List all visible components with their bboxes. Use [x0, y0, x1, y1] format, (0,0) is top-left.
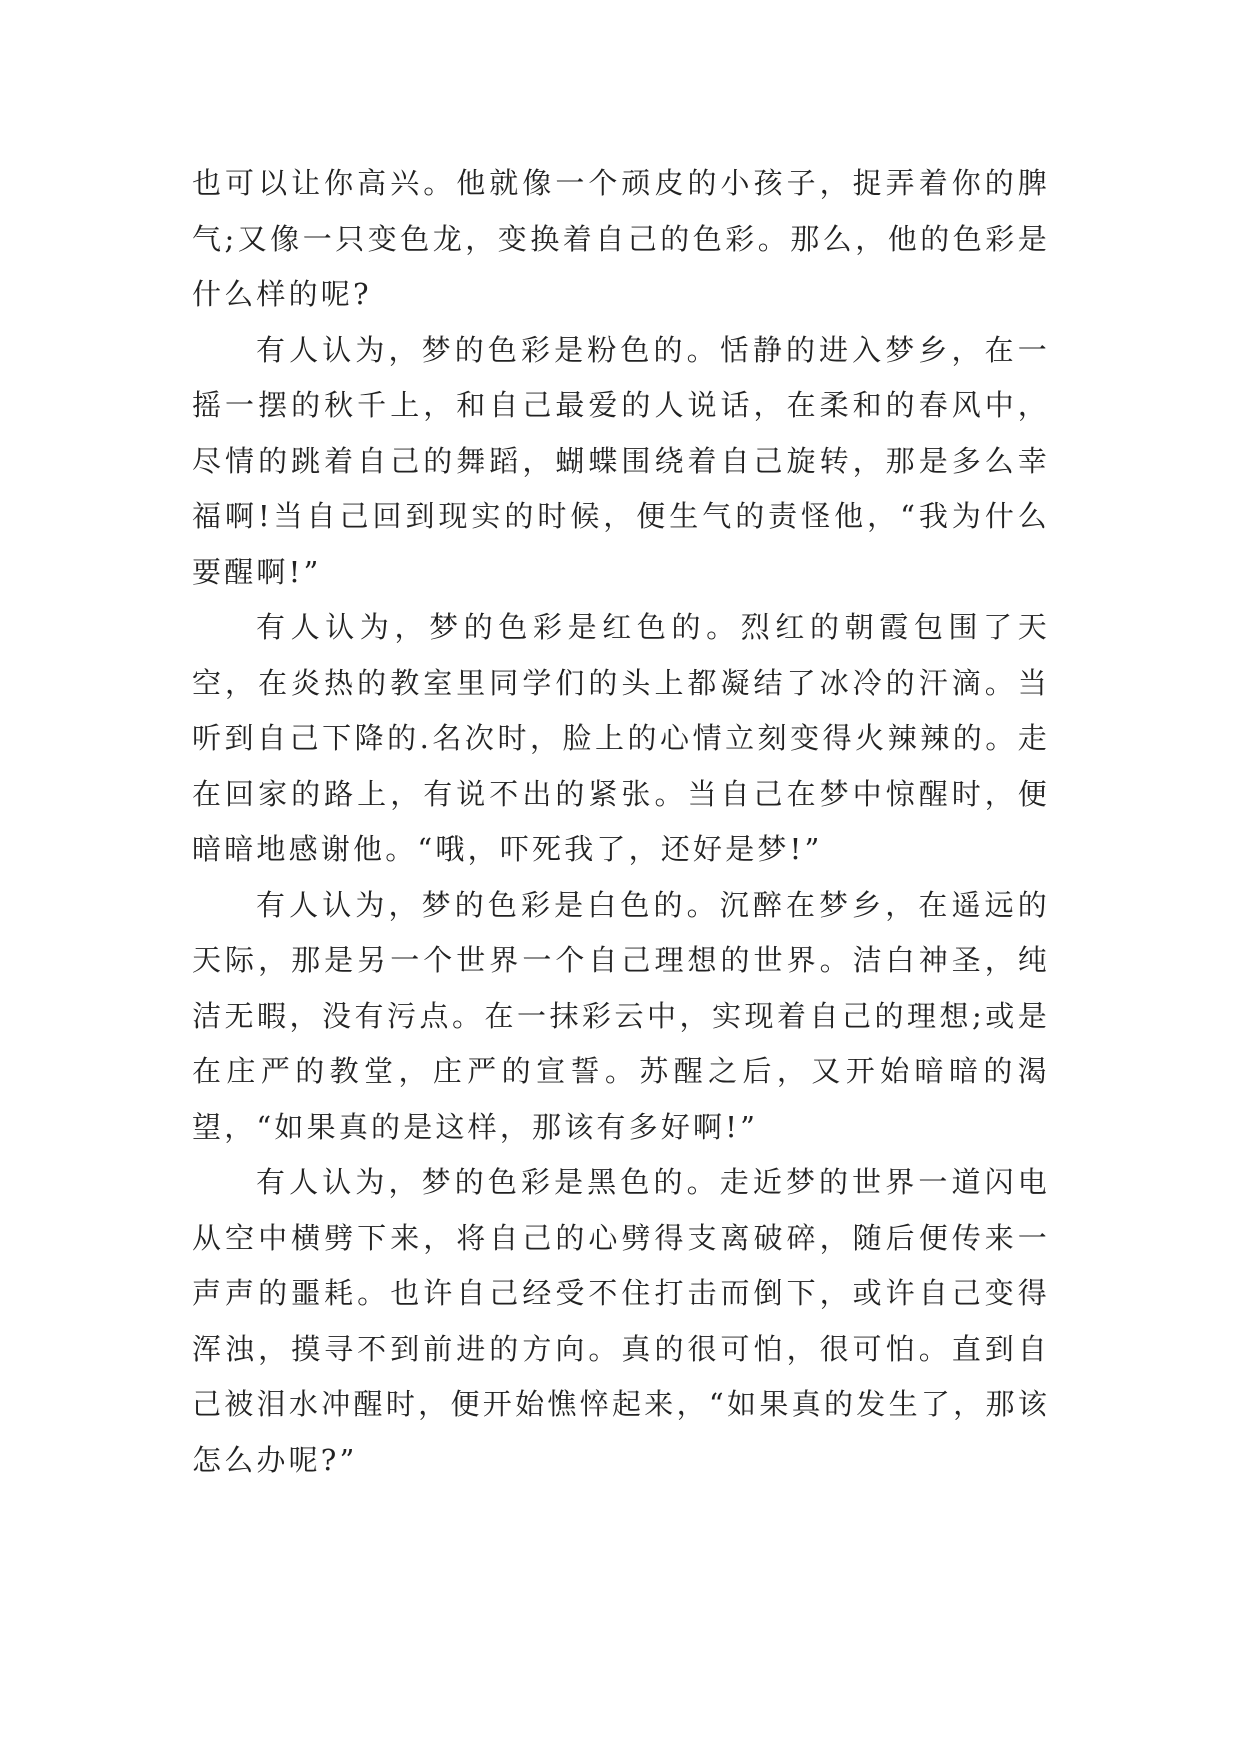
paragraph-continuation: 也可以让你高兴。他就像一个顽皮的小孩子，捉弄着你的脾气;又像一只变色龙，变换着自己的色彩。那么，他的色彩是什么样的呢?	[192, 166, 1050, 311]
paragraph-white-dream: 有人认为，梦的色彩是白色的。沉醉在梦乡，在遥远的天际，那是另一个世界一个自己理想的世界。洁白神圣，纯洁无暇，没有污点。在一抹彩云中，实现着自己的理想;或是在庄严的教堂，庄严的宣誓。苏醒之后，又开始暗暗的渴望，“如果真的是这样，那该有多好啊!”	[192, 887, 1050, 1144]
paragraph-pink-dream: 有人认为，梦的色彩是粉色的。恬静的进入梦乡，在一摇一摆的秋千上，和自己最爱的人说话，在柔和的春风中，尽情的跳着自己的舞蹈，蝴蝶围绕着自己旋转，那是多么幸福啊!当自己回到现实的时候，便生气的责怪他，“我为什么要醒啊!”	[192, 332, 1050, 589]
paragraph-black-dream: 有人认为，梦的色彩是黑色的。走近梦的世界一道闪电从空中横劈下来，将自己的心劈得支离破碎，随后便传来一声声的噩耗。也许自己经受不住打击而倒下，或许自己变得浑浊，摸寻不到前进的方向。真的很可怕，很可怕。直到自己被泪水冲醒时，便开始憔悴起来，“如果真的发生了，那该怎么办呢?”	[192, 1165, 1050, 1477]
document-body	[192, 156, 1050, 1488]
paragraph-red-dream: 有人认为，梦的色彩是红色的。烈红的朝霞包围了天空，在炎热的教室里同学们的头上都凝结了冰冷的汗滴。当听到自己下降的.名次时，脸上的心情立刻变得火辣辣的。走在回家的路上，有说不出的紧张。当自己在梦中惊醒时，便暗暗地感谢他。“哦，吓死我了，还好是梦!”	[192, 610, 1050, 866]
